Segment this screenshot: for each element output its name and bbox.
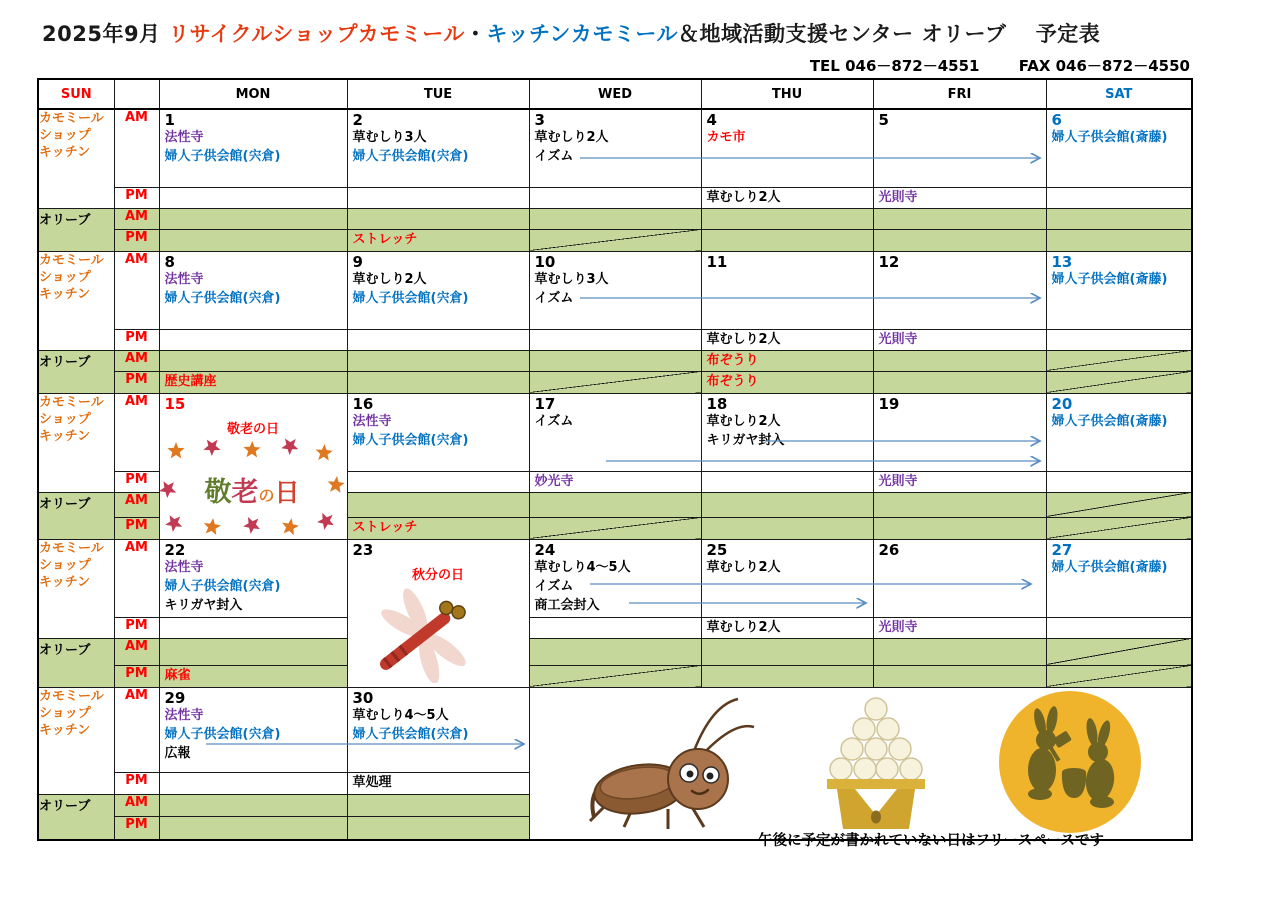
day-24-am-cell [529,539,701,617]
day-header-MON: MON [159,79,347,109]
schedule-entry: 婦人子供会館(宍倉) [164,290,281,306]
day-number: 12 [878,252,900,271]
schedule-entry: 草むしり2人 [352,271,427,287]
day-13-olive-am-cell-closed [1046,350,1192,371]
maple-leaf-icon [240,513,263,535]
shop-label-line: キッチン [39,574,91,590]
schedule-entry: 婦人子供会館(宍倉) [352,290,469,306]
day-number: 25 [706,540,728,559]
day-9-pm-cell [347,329,529,350]
day-header-FRI: FRI [873,79,1046,109]
day-12-olive-pm-cell [873,371,1046,393]
day-17-am-cell [529,393,701,471]
day-number: 9 [352,252,363,271]
am-row-label: AM [114,208,159,229]
day-number: 8 [164,252,175,271]
schedule-entry: 草むしり3人 [534,271,609,287]
day-header-SUN: SUN [38,79,114,109]
schedule-entry: 草むしり2人 [706,559,781,575]
title-segment-0: 2025年9月 [42,22,169,46]
day-18-olive-am-cell [701,492,873,517]
pm-row-label: PM [114,371,159,393]
day-number: 30 [352,688,374,707]
day-2-am-cell [347,109,529,187]
day-header-TUE: TUE [347,79,529,109]
week-4-pm-row [38,617,1192,638]
olive-row-label: オリーブ [38,208,114,251]
day-header-THU: THU [701,79,873,109]
shop-label-line: カモミール [39,111,104,126]
day-10-pm-cell [529,329,701,350]
pm-row-label: PM [114,772,159,794]
am-row-label: AM [114,539,159,617]
day-25-pm-cell [701,617,873,638]
shop-label-line: キッチン [39,428,91,444]
week-1-pm-row [38,187,1192,208]
week-2-pm-row [38,329,1192,350]
schedule-entry: イズム [534,578,574,594]
am-row-label: AM [114,687,159,772]
maple-leaf-icon [167,442,184,458]
day-22-pm-cell [159,617,347,638]
day-27-olive-pm-cell-closed [1046,665,1192,687]
title-segment-4: ＆地域活動支援センター オリーブ 予定表 [677,22,1101,46]
schedule-entry: 草むしり2人 [706,619,781,635]
schedule-entry: 布ぞうり [706,352,759,368]
pm-row-label: PM [114,617,159,638]
day-3-pm-cell [529,187,701,208]
am-row-label: AM [114,638,159,665]
day-4-am-cell [701,109,873,187]
schedule-calendar-table [37,78,1193,841]
shop-label-line: ショップ [39,128,91,143]
tel-number: TEL 046－872－4551 [809,57,980,75]
tsukimi-dango-illustration [821,693,931,831]
day-26-olive-pm-cell [873,665,1046,687]
shop-label-line: ショップ [39,557,91,573]
day-10-olive-am-cell [529,350,701,371]
maple-leaf-icon [314,508,338,532]
day-17-olive-pm-cell-closed [529,517,701,539]
day-5-olive-pm-cell [873,229,1046,251]
title-segment-2: ・ [464,22,487,46]
day-4-pm-cell [701,187,873,208]
shop-row-label [38,393,114,492]
week-4-am-row [38,539,1192,617]
page-title [42,18,1100,48]
schedule-entry: イズム [534,290,574,306]
schedule-entry: 広報 [164,745,191,761]
schedule-entry: 婦人子供会館(斎藤) [1051,271,1168,287]
day-number: 18 [706,394,728,413]
fax-number: FAX 046－872－4550 [1018,57,1190,75]
shop-row-label [38,539,114,638]
title-segment-3: キッチンカモミール [486,22,678,46]
day-20-olive-pm-cell-closed [1046,517,1192,539]
day-header-WED: WED [529,79,701,109]
day-26-am-cell [873,539,1046,617]
day-29-pm-cell [159,772,347,794]
day-20-olive-am-cell-closed [1046,492,1192,517]
day-number: 11 [706,252,728,271]
week-1-olive-pm-row [38,229,1192,251]
shop-label-line: ショップ [39,411,91,427]
day-17-olive-am-cell [529,492,701,517]
pm-row-label: PM [114,517,159,539]
schedule-entry: 法性寺 [164,707,204,723]
day-2-pm-cell [347,187,529,208]
holiday-label: 秋分の日 [411,567,464,583]
shop-label-line: カモミール [39,540,104,556]
day-3-olive-pm-cell-closed [529,229,701,251]
day-27-am-cell [1046,539,1192,617]
day-number: 29 [164,688,186,707]
week-1-am-row [38,109,1192,187]
day-header-row [38,79,1192,109]
day-12-olive-am-cell [873,350,1046,371]
holiday-cell-day-15 [159,393,347,539]
day-18-olive-pm-cell [701,517,873,539]
day-6-olive-am-cell [1046,208,1192,229]
day-16-pm-cell [347,471,529,492]
shop-label-line: ショップ [39,705,91,721]
day-25-am-cell [701,539,873,617]
illustrations-cell [529,687,1192,840]
day-number: 10 [534,252,556,271]
schedule-entry: 草むしり4～5人 [534,559,631,575]
day-30-olive-am-cell [347,794,529,816]
day-number: 3 [534,111,545,129]
week-5-am-row [38,687,1192,772]
maple-leaf-icon [312,442,335,465]
am-row-label: AM [114,251,159,329]
schedule-entry: 法性寺 [164,559,204,575]
day-number: 13 [1051,252,1073,271]
day-number: 20 [1051,394,1073,413]
day-18-am-cell [701,393,873,471]
day-16-olive-am-cell [347,492,529,517]
shop-row-label [38,109,114,208]
day-1-olive-pm-cell [159,229,347,251]
day-26-pm-cell [873,617,1046,638]
day-number: 4 [706,111,717,129]
day-number: 27 [1051,540,1073,559]
holiday-cell-day-23 [347,539,529,687]
schedule-entry: 法性寺 [164,130,204,145]
am-row-label: AM [114,492,159,517]
shop-label-line: カモミール [39,688,104,704]
day-19-olive-pm-cell [873,517,1046,539]
week-1-olive-am-row [38,208,1192,229]
day-1-pm-cell [159,187,347,208]
olive-row-label: オリーブ [38,794,114,840]
day-number: 6 [1051,111,1062,129]
day-6-olive-pm-cell [1046,229,1192,251]
shop-label-line: ショップ [39,269,91,285]
day-11-olive-am-cell [701,350,873,371]
schedule-entry: 婦人子供会館(宍倉) [164,578,281,594]
day-6-pm-cell [1046,187,1192,208]
day-number: 17 [534,394,556,413]
day-5-pm-cell [873,187,1046,208]
day-22-olive-am-cell [159,638,347,665]
maple-leaf-icon [280,516,300,534]
day-20-pm-cell [1046,471,1192,492]
day-19-pm-cell [873,471,1046,492]
schedule-entry: 草むしり4～5人 [352,707,449,723]
schedule-entry: 草処理 [352,774,392,790]
day-header-SAT: SAT [1046,79,1192,109]
day-11-olive-pm-cell [701,371,873,393]
week-2-olive-pm-row [38,371,1192,393]
title-segment-1: リサイクルショップカモミール [168,22,465,46]
day-13-am-cell [1046,251,1192,329]
schedule-entry: イズム [534,413,574,429]
schedule-entry: キリガヤ封入 [706,432,785,448]
day-number: 1 [164,111,175,129]
autumn-illustrations-row [530,688,1192,836]
am-row-label: AM [114,794,159,816]
olive-row-label: オリーブ [38,492,114,539]
shop-label-line: キッチン [39,145,91,160]
pm-row-label: PM [114,187,159,208]
day-12-am-cell [873,251,1046,329]
day-30-olive-pm-cell [347,816,529,840]
day-12-pm-cell [873,329,1046,350]
day-10-am-cell [529,251,701,329]
shop-label-line: キッチン [39,722,91,738]
week-2-am-row [38,251,1192,329]
schedule-entry: 商工会封入 [534,597,600,613]
schedule-entry: 草むしり3人 [352,130,427,145]
day-5-olive-am-cell [873,208,1046,229]
day-number: 19 [878,394,900,413]
shop-label-line: カモミール [39,252,104,268]
schedule-entry: 光則寺 [878,331,918,347]
day-number: 23 [352,540,374,559]
day-9-olive-am-cell [347,350,529,371]
keiro-no-hi-illustration [160,437,344,535]
maple-leaf-icon [280,437,301,457]
schedule-entry: 法性寺 [352,413,392,429]
week-4-olive-am-row [38,638,1192,665]
schedule-entry: 草むしり2人 [706,189,781,205]
schedule-entry: キリガヤ封入 [164,597,243,613]
day-6-am-cell [1046,109,1192,187]
day-19-am-cell [873,393,1046,471]
schedule-entry: 法性寺 [164,271,204,287]
day-2-olive-pm-cell [347,229,529,251]
schedule-entry: 妙光寺 [534,473,574,489]
schedule-entry: ストレッチ [352,519,418,535]
maple-leaf-icon [200,515,222,535]
day-18-pm-cell [701,471,873,492]
schedule-entry: 婦人子供会館(斎藤) [1051,413,1168,429]
schedule-entry: 光則寺 [878,473,918,489]
day-number: 26 [878,540,900,559]
day-16-am-cell [347,393,529,471]
holiday-label: 敬老の日 [226,421,279,437]
pm-row-label: PM [114,229,159,251]
schedule-entry: 草むしり2人 [706,413,781,429]
schedule-entry: 婦人子供会館(宍倉) [352,432,469,448]
day-16-olive-pm-cell [347,517,529,539]
day-24-olive-am-cell [529,638,701,665]
day-4-olive-am-cell [701,208,873,229]
day-8-olive-pm-cell [159,371,347,393]
day-26-olive-am-cell [873,638,1046,665]
day-number: 2 [352,111,363,129]
schedule-entry: 婦人子供会館(宍倉) [352,149,469,164]
day-8-olive-am-cell [159,350,347,371]
schedule-entry: カモ市 [706,130,746,145]
schedule-entry: 麻雀 [164,667,191,683]
day-number: 5 [878,111,889,129]
day-17-pm-cell [529,471,701,492]
maple-leaf-icon [200,437,223,458]
day-19-olive-am-cell [873,492,1046,517]
am-row-label: AM [114,109,159,187]
day-25-olive-am-cell [701,638,873,665]
day-22-olive-pm-cell [159,665,347,687]
day-8-pm-cell [159,329,347,350]
week-4-olive-pm-row [38,665,1192,687]
day-3-am-cell [529,109,701,187]
day-9-olive-pm-cell [347,371,529,393]
maple-leaf-icon [323,473,343,497]
shop-row-label [38,251,114,350]
day-29-olive-pm-cell [159,816,347,840]
cricket-illustration [576,693,756,831]
day-2-olive-am-cell [347,208,529,229]
day-number: 24 [534,540,556,559]
day-13-pm-cell [1046,329,1192,350]
am-row-label: AM [114,393,159,471]
schedule-entry: 婦人子供会館(斎藤) [1051,559,1168,575]
schedule-entry: 婦人子供会館(宍倉) [352,726,469,742]
pm-row-label: PM [114,471,159,492]
day-1-am-cell [159,109,347,187]
day-25-olive-pm-cell [701,665,873,687]
schedule-entry: 婦人子供会館(宍倉) [164,149,281,164]
day-22-am-cell [159,539,347,617]
day-5-am-cell [873,109,1046,187]
week-2-olive-am-row [38,350,1192,371]
day-10-olive-pm-cell-closed [529,371,701,393]
schedule-entry: イズム [534,149,574,164]
schedule-entry: 布ぞうり [706,373,759,389]
day-number: 15 [164,394,186,413]
day-27-pm-cell [1046,617,1192,638]
day-number: 22 [164,540,186,559]
day-24-pm-cell [529,617,701,638]
day-29-am-cell [159,687,347,772]
moon-rabbits-illustration [996,688,1144,836]
day-30-pm-cell [347,772,529,794]
shop-label-line: カモミール [39,394,104,410]
day-13-olive-pm-cell-closed [1046,371,1192,393]
day-27-olive-am-cell-closed [1046,638,1192,665]
shop-label-line: キッチン [39,286,91,302]
day-1-olive-am-cell [159,208,347,229]
dragonfly-illustration [348,583,498,683]
day-30-am-cell [347,687,529,772]
schedule-entry: 婦人子供会館(宍倉) [164,726,281,742]
maple-leaf-icon [160,480,177,498]
schedule-entry: 光則寺 [878,189,918,205]
schedule-entry: 光則寺 [878,619,918,635]
contact-line [810,55,1190,76]
day-29-olive-am-cell [159,794,347,816]
day-4-olive-pm-cell [701,229,873,251]
day-11-am-cell [701,251,873,329]
schedule-entry: 婦人子供会館(斎藤) [1051,130,1168,145]
schedule-entry: ストレッチ [352,231,418,247]
am-row-label: AM [114,350,159,371]
day-11-pm-cell [701,329,873,350]
day-header-spacer [114,79,159,109]
svg-text:敬老の日: 敬老の日 [203,476,300,508]
schedule-entry: 草むしり2人 [706,331,781,347]
olive-row-label: オリーブ [38,350,114,393]
maple-leaf-icon [242,439,262,460]
schedule-entry: 草むしり2人 [534,130,609,145]
maple-leaf-icon [163,513,182,533]
pm-row-label: PM [114,816,159,840]
shop-row-label [38,687,114,794]
day-8-am-cell [159,251,347,329]
footer-note: 午後に予定が書かれていない日はフリースペースです [758,833,1104,849]
schedule-entry: 歴史講座 [164,373,217,389]
week-3-am-row [38,393,1192,471]
pm-row-label: PM [114,329,159,350]
day-20-am-cell [1046,393,1192,471]
day-9-am-cell [347,251,529,329]
olive-row-label: オリーブ [38,638,114,687]
day-3-olive-am-cell [529,208,701,229]
pm-row-label: PM [114,665,159,687]
day-24-olive-pm-cell-closed [529,665,701,687]
day-number: 16 [352,394,374,413]
